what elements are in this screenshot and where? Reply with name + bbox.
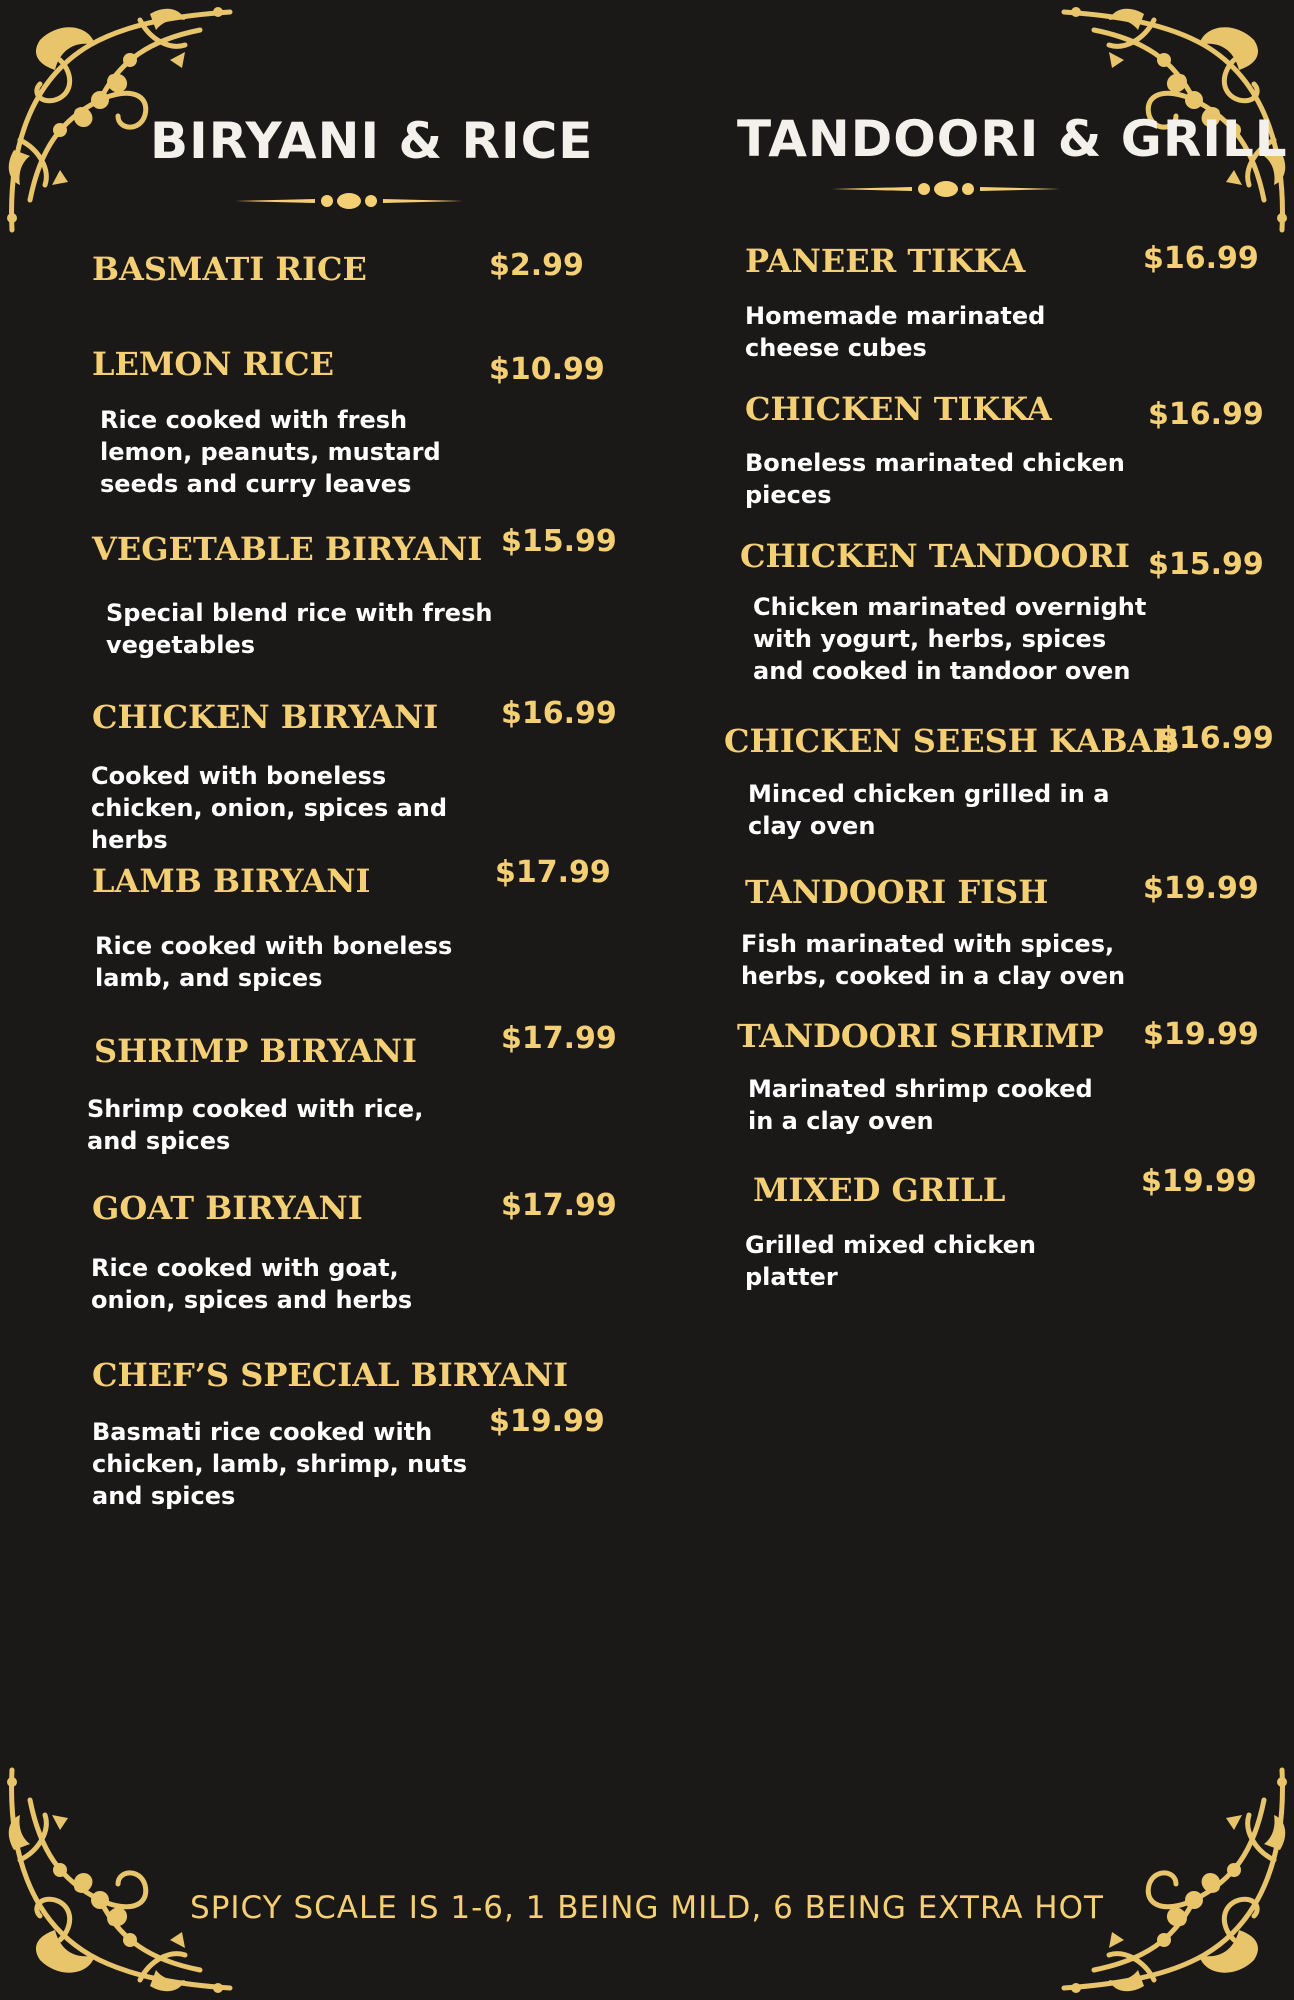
item-description: Rice cooked with goat, onion, spices and herbs bbox=[91, 1254, 413, 1314]
item-price: $19.99 bbox=[1141, 1164, 1257, 1199]
item-name: CHICKEN BIRYANI bbox=[92, 698, 439, 736]
item-price: $17.99 bbox=[501, 1188, 617, 1223]
item-price: $2.99 bbox=[489, 248, 584, 283]
item-price: $16.99 bbox=[1158, 721, 1274, 756]
item-description: Marinated shrimp cooked in a clay oven bbox=[748, 1075, 1093, 1135]
item-name: TANDOORI FISH bbox=[745, 873, 1049, 911]
item-name: LAMB BIRYANI bbox=[92, 862, 371, 900]
item-price: $19.99 bbox=[489, 1404, 605, 1439]
item-price: $10.99 bbox=[489, 352, 605, 387]
item-description: Grilled mixed chicken platter bbox=[745, 1231, 1036, 1291]
right-title-divider bbox=[832, 178, 1060, 200]
item-description: Shrimp cooked with rice, and spices bbox=[87, 1095, 424, 1155]
item-description: Fish marinated with spices, herbs, cooked in a clay oven bbox=[741, 930, 1126, 990]
item-price: $16.99 bbox=[1148, 397, 1264, 432]
corner-ornament-bottom-left bbox=[0, 1760, 240, 2000]
item-name: GOAT BIRYANI bbox=[92, 1189, 363, 1227]
item-description: Special blend rice with fresh vegetables bbox=[106, 599, 493, 659]
item-price: $16.99 bbox=[501, 696, 617, 731]
item-name: MIXED GRILL bbox=[753, 1171, 1006, 1209]
item-description: Boneless marinated chicken pieces bbox=[745, 449, 1125, 509]
item-description: Basmati rice cooked with chicken, lamb, shrimp, nuts and spices bbox=[92, 1418, 468, 1510]
left-title-divider bbox=[235, 190, 463, 212]
item-description: Chicken marinated overnight with yogurt, herbs, spices and cooked in tandoor oven bbox=[753, 593, 1147, 685]
spicy-scale-note: SPICY SCALE IS 1-6, 1 BEING MILD, 6 BEING EXTRA HOT bbox=[190, 1890, 1104, 1926]
item-price: $19.99 bbox=[1143, 871, 1259, 906]
item-price: $19.99 bbox=[1143, 1017, 1259, 1052]
item-name: LEMON RICE bbox=[92, 345, 334, 383]
item-description: Rice cooked with boneless lamb, and spices bbox=[95, 932, 453, 992]
item-price: $17.99 bbox=[501, 1021, 617, 1056]
item-description: Cooked with boneless chicken, onion, spices and herbs bbox=[91, 762, 448, 854]
item-price: $15.99 bbox=[501, 524, 617, 559]
item-price: $17.99 bbox=[495, 855, 611, 890]
item-description: Rice cooked with fresh lemon, peanuts, mustard seeds and curry leaves bbox=[100, 406, 441, 498]
right-section-title: TANDOORI & GRILL bbox=[737, 110, 1288, 168]
item-description: Minced chicken grilled in a clay oven bbox=[748, 780, 1110, 840]
item-name: CHICKEN TIKKA bbox=[745, 390, 1052, 428]
item-name: BASMATI RICE bbox=[92, 250, 367, 288]
item-name: CHICKEN TANDOORI bbox=[740, 537, 1130, 575]
item-name: CHEF’S SPECIAL BIRYANI bbox=[92, 1356, 569, 1394]
item-name: PANEER TIKKA bbox=[745, 242, 1026, 280]
item-name: CHICKEN SEESH KABAB bbox=[724, 722, 1180, 760]
item-name: TANDOORI SHRIMP bbox=[737, 1017, 1104, 1055]
item-description: Homemade marinated cheese cubes bbox=[745, 302, 1046, 362]
item-name: VEGETABLE BIRYANI bbox=[92, 530, 483, 568]
left-section-title: BIRYANI & RICE bbox=[150, 112, 594, 170]
item-price: $15.99 bbox=[1148, 547, 1264, 582]
item-price: $16.99 bbox=[1143, 241, 1259, 276]
corner-ornament-bottom-right bbox=[1054, 1760, 1294, 2000]
item-name: SHRIMP BIRYANI bbox=[94, 1032, 417, 1070]
